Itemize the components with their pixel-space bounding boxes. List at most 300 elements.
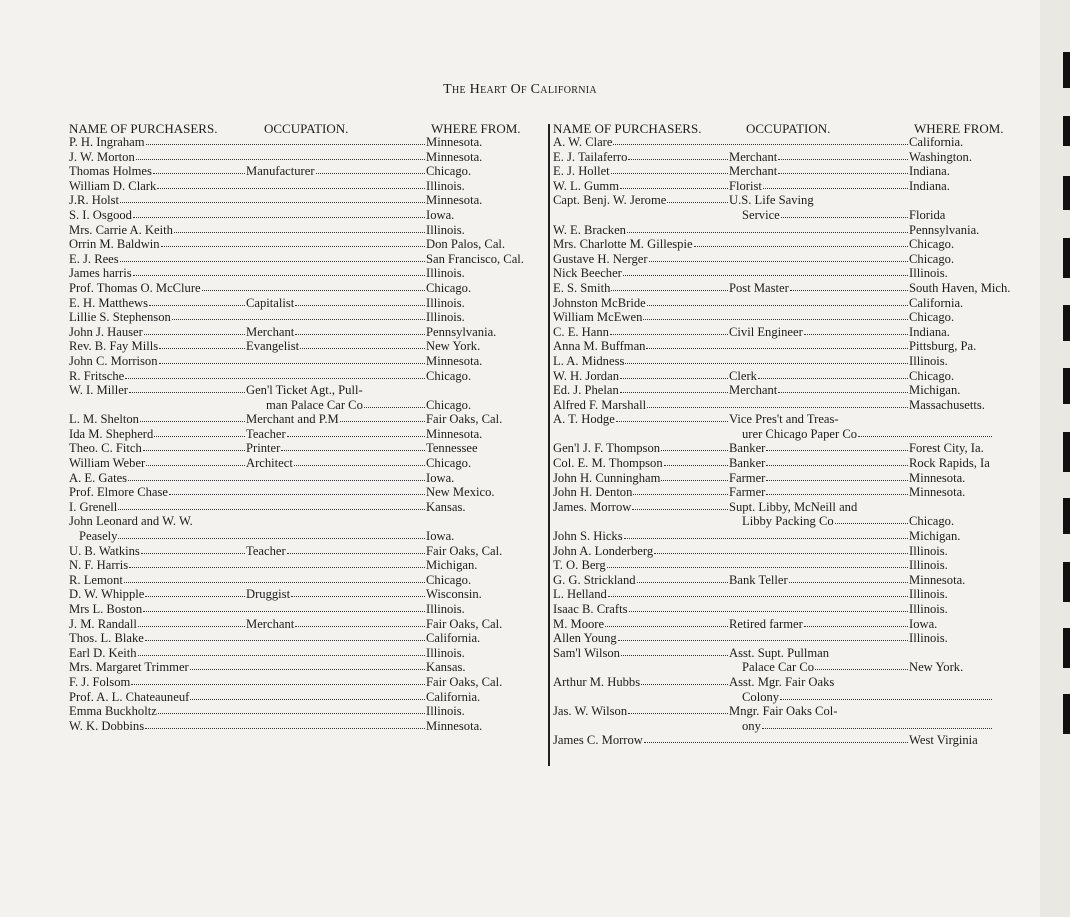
dot-leader [294, 465, 425, 466]
occupation: Palace Car Co [742, 660, 815, 675]
dot-leader [643, 319, 908, 320]
origin: Don Palos, Cal. [426, 237, 506, 252]
occupation: Architect [246, 456, 293, 471]
origin: Chicago. [426, 368, 472, 383]
edge-tab [1063, 628, 1070, 668]
occupation: Clerk [729, 368, 757, 383]
origin: Chicago. [909, 368, 955, 383]
purchaser-name: John H. Denton [553, 485, 633, 500]
dot-leader [632, 509, 728, 510]
purchaser-name: Orrin M. Baldwin [69, 237, 160, 252]
origin: Fair Oaks, Cal. [426, 674, 503, 689]
dot-leader [835, 523, 908, 524]
purchaser-name: L. A. Midness [553, 353, 625, 368]
origin: Minnesota. [426, 135, 483, 149]
dot-leader [637, 582, 728, 583]
origin: Chicago. [426, 164, 472, 179]
origin: Pennsylvania. [426, 324, 497, 339]
purchaser-name: U. B. Watkins [69, 543, 140, 558]
purchaser-name: Theo. C. Fitch [69, 441, 142, 456]
purchaser-name: Earl D. Keith [69, 645, 137, 660]
dot-leader [125, 378, 425, 379]
dot-leader [190, 669, 425, 670]
occupation: Bank Teller [729, 572, 788, 587]
purchaser-name: E. J. Rees [69, 251, 119, 266]
purchaser-name: Thomas Holmes [69, 164, 152, 179]
purchaser-name: A. W. Clare [553, 135, 613, 149]
purchaser-name: Johnston McBride [553, 295, 646, 310]
purchaser-name: F. J. Folsom [69, 674, 131, 689]
dot-leader [649, 261, 908, 262]
dot-leader [169, 494, 425, 495]
occupation: Merchant and P.M [246, 412, 339, 427]
origin: Chicago. [909, 251, 955, 266]
purchaser-name: John C. Morrison [69, 353, 158, 368]
origin: Kansas. [426, 499, 466, 514]
occupation: Post Master [729, 280, 789, 295]
occupation: Florist [729, 178, 762, 193]
occupation: Banker [729, 441, 766, 456]
page-edge [1040, 0, 1070, 917]
origin: Illinois. [909, 602, 948, 616]
dot-leader [778, 173, 908, 174]
purchaser-name: E. J. Tailaferro [553, 149, 628, 164]
dot-leader [611, 173, 728, 174]
occupation: Civil Engineer [729, 324, 803, 339]
purchaser-name: James C. Morrow [553, 733, 643, 748]
dot-leader [608, 596, 908, 597]
purchaser-name: Thos. L. Blake [69, 631, 144, 646]
dot-leader [611, 290, 728, 291]
purchaser-name: J. M. Randall [69, 616, 137, 631]
origin: Pennsylvania. [909, 222, 980, 237]
origin: Rock Rapids, Ia [909, 456, 990, 471]
occupation: Service [742, 207, 780, 222]
origin: New York. [909, 660, 964, 675]
occupation: Druggist [246, 587, 291, 602]
purchaser-name: L. Helland [553, 587, 607, 602]
edge-tab [1063, 52, 1070, 88]
origin: Florida [909, 207, 946, 222]
origin: Illinois. [426, 295, 465, 310]
dot-leader [316, 173, 425, 174]
dot-leader [154, 436, 245, 437]
occupation: Mngr. Fair Oaks Col- [729, 704, 838, 719]
dot-leader [124, 582, 425, 583]
dot-leader [667, 202, 728, 203]
occupation: U.S. Life Saving [729, 193, 814, 208]
dot-leader [620, 392, 728, 393]
origin: Illinois. [426, 310, 465, 325]
edge-tab [1063, 305, 1070, 341]
origin: Iowa. [426, 470, 455, 485]
dot-leader [766, 465, 908, 466]
origin: Minnesota. [426, 718, 483, 733]
occupation: Colony [742, 689, 780, 704]
dot-leader [364, 407, 425, 408]
purchaser-name: Mrs. Charlotte M. Gillespie [553, 237, 693, 252]
dot-leader [664, 465, 728, 466]
dot-leader [129, 567, 425, 568]
origin: Illinois. [426, 704, 465, 719]
occupation: Supt. Libby, McNeill and [729, 499, 858, 514]
purchaser-name: Peasely [79, 529, 118, 544]
dot-leader [144, 334, 245, 335]
occupation: Gen'l Ticket Agt., Pull- [246, 383, 363, 398]
dot-leader [300, 348, 425, 349]
dot-leader [133, 275, 425, 276]
dot-leader [620, 188, 728, 189]
dot-leader [287, 553, 425, 554]
purchaser-name: Arthur M. Hubbs [553, 674, 641, 689]
purchaser-name: Emma Buckholtz [69, 704, 157, 719]
dot-leader [647, 305, 908, 306]
purchaser-name: Prof. Elmore Chase [69, 485, 168, 500]
origin: Chicago. [426, 280, 472, 295]
origin: Washington. [909, 149, 972, 164]
dot-leader [141, 553, 245, 554]
origin: Illinois. [426, 222, 465, 237]
origin: Fair Oaks, Cal. [426, 616, 503, 631]
origin: Kansas. [426, 660, 466, 675]
purchaser-name: John A. Londerberg [553, 543, 654, 558]
purchaser-name: W. H. Jordan [553, 368, 619, 383]
dot-leader [145, 640, 425, 641]
dot-leader [694, 246, 908, 247]
purchaser-name: E. J. Hollet [553, 164, 610, 179]
dot-leader [633, 494, 728, 495]
origin: Indiana. [909, 164, 950, 179]
origin: Iowa. [909, 616, 938, 631]
origin: Michigan. [426, 558, 478, 573]
origin: Indiana. [909, 178, 950, 193]
dot-leader [281, 450, 425, 451]
dot-leader [145, 728, 425, 729]
origin: Minnesota. [909, 485, 966, 500]
dot-leader [616, 421, 728, 422]
dot-leader [766, 450, 908, 451]
purchaser-name: John H. Cunningham [553, 470, 661, 485]
occupation: Retired farmer [729, 616, 803, 631]
occupation: Asst. Supt. Pullman [729, 645, 830, 660]
purchaser-name: M. Moore [553, 616, 605, 631]
origin: Fair Oaks, Cal. [426, 412, 503, 427]
dot-leader [647, 407, 908, 408]
purchaser-name: T. O. Berg [553, 558, 606, 573]
origin: Illinois. [909, 353, 948, 368]
origin: Chicago. [909, 237, 955, 252]
origin: Illinois. [909, 631, 948, 646]
origin: Wisconsin. [426, 587, 482, 602]
header-occupation: OCCUPATION. [746, 121, 831, 136]
origin: San Francisco, Cal. [426, 251, 524, 266]
origin: Illinois. [909, 587, 948, 602]
purchaser-name: E. S. Smith [553, 280, 611, 295]
purchaser-name: Rev. B. Fay Mills [69, 339, 159, 354]
origin: Chicago. [909, 514, 955, 529]
purchaser-name: Lillie S. Stephenson [69, 310, 171, 325]
dot-leader [295, 334, 425, 335]
occupation: Merchant [246, 616, 295, 631]
title-text: The Heart Of California [443, 82, 597, 97]
dot-leader [661, 480, 728, 481]
dot-leader [146, 465, 245, 466]
dot-leader [778, 159, 908, 160]
edge-tab [1063, 176, 1070, 210]
header-from: WHERE FROM. [914, 121, 1004, 136]
edge-tab [1063, 498, 1070, 534]
edge-tab [1063, 238, 1070, 278]
dot-leader [654, 553, 908, 554]
origin: Indiana. [909, 324, 950, 339]
origin: Michigan. [909, 383, 961, 398]
origin: Minnesota. [426, 353, 483, 368]
origin: New York. [426, 339, 481, 354]
header-name: NAME OF PURCHASERS. [553, 121, 702, 136]
origin: New Mexico. [426, 485, 495, 500]
purchaser-name: L. M. Shelton [69, 412, 139, 427]
dot-leader [190, 699, 425, 700]
dot-leader [143, 611, 425, 612]
purchaser-name: C. E. Hann [553, 324, 609, 339]
purchaser-name: John J. Hauser [69, 324, 143, 339]
origin: West Virginia [909, 733, 978, 748]
column-divider [548, 124, 550, 766]
dot-leader [629, 611, 909, 612]
dot-leader [146, 144, 425, 145]
purchaser-name: A. E. Gates [69, 470, 128, 485]
occupation: Evangelist [246, 339, 300, 354]
origin: Illinois. [426, 178, 465, 193]
edge-tab [1063, 562, 1070, 602]
purchaser-name: Capt. Benj. W. Jerome [553, 193, 667, 208]
origin: Chicago. [426, 572, 472, 587]
dot-leader [158, 713, 425, 714]
origin: Illinois. [909, 558, 948, 573]
purchaser-name: Ida M. Shepherd [69, 426, 154, 441]
origin: Iowa. [426, 207, 455, 222]
origin: Minnesota. [909, 572, 966, 587]
dot-leader [628, 159, 728, 160]
origin: Illinois. [426, 645, 465, 660]
origin: Pittsburg, Pa. [909, 339, 977, 354]
occupation: Merchant [246, 324, 295, 339]
purchaser-name: Col. E. M. Thompson [553, 456, 663, 471]
occupation: urer Chicago Paper Co [742, 426, 858, 441]
dot-leader [161, 246, 425, 247]
dot-leader [145, 596, 245, 597]
origin: Chicago. [909, 310, 955, 325]
dot-leader [118, 538, 425, 539]
origin: Illinois. [909, 543, 948, 558]
dot-leader [610, 334, 728, 335]
dot-leader [778, 392, 908, 393]
dot-leader [174, 232, 425, 233]
header-occupation: OCCUPATION. [264, 121, 349, 136]
purchaser-name: Gustave H. Nerger [553, 251, 648, 266]
purchaser-name: A. T. Hodge [553, 412, 615, 427]
origin: Chicago. [426, 397, 472, 412]
dot-leader [790, 290, 908, 291]
occupation: Libby Packing Co [742, 514, 834, 529]
purchaser-name: Prof. Thomas O. McClure [69, 280, 201, 295]
dot-leader [628, 713, 728, 714]
origin: South Haven, Mich. [909, 280, 1011, 295]
edge-tab [1063, 432, 1070, 472]
dot-leader [120, 261, 425, 262]
purchaser-name: William D. Clark [69, 178, 157, 193]
purchaser-name: Mrs. Carrie A. Keith [69, 222, 173, 237]
dot-leader [340, 421, 425, 422]
dot-leader [605, 626, 728, 627]
edge-tab [1063, 116, 1070, 146]
origin: Minnesota. [909, 470, 966, 485]
origin: California. [426, 689, 481, 704]
origin: Minnesota. [426, 193, 483, 208]
dot-leader [128, 480, 425, 481]
origin: Michigan. [909, 529, 961, 544]
dot-leader [295, 626, 425, 627]
dot-leader [287, 436, 425, 437]
origin: Forest City, Ia. [909, 441, 984, 456]
dot-leader [136, 159, 425, 160]
occupation: Teacher [246, 426, 286, 441]
purchaser-name: James. Morrow [553, 499, 632, 514]
occupation: Banker [729, 456, 766, 471]
dot-leader [129, 392, 245, 393]
dot-leader [138, 655, 426, 656]
dot-leader [624, 538, 908, 539]
origin: Minnesota. [426, 149, 483, 164]
occupation: Capitalist [246, 295, 295, 310]
purchaser-name: Mrs. Margaret Trimmer [69, 660, 189, 675]
origin: California. [909, 135, 964, 149]
purchaser-name: R. Fritsche [69, 368, 125, 383]
purchaser-name: Mrs L. Boston [69, 602, 143, 616]
purchaser-name: G. G. Strickland [553, 572, 636, 587]
purchaser-name: William Weber [69, 456, 146, 471]
dot-leader [621, 655, 728, 656]
dot-leader [291, 596, 425, 597]
occupation: Farmer [729, 485, 766, 500]
purchaser-name: Anna M. Buffman [553, 339, 646, 354]
dot-leader [202, 290, 425, 291]
edge-tab [1063, 694, 1070, 734]
origin: Tennessee [426, 441, 478, 456]
purchaser-name: Isaac B. Crafts [553, 602, 628, 616]
purchaser-name: J. W. Morton [69, 149, 135, 164]
dot-leader [625, 363, 908, 364]
dot-leader [766, 480, 908, 481]
dot-leader [780, 699, 992, 700]
purchaser-name: W. I. Miller [69, 383, 128, 398]
origin: California. [426, 631, 481, 646]
purchaser-name: Prof. A. L. Chateauneuf [69, 689, 190, 704]
purchaser-name: John S. Hicks [553, 529, 623, 544]
occupation: Farmer [729, 470, 766, 485]
origin: Massachusetts. [909, 397, 985, 412]
origin: Fair Oaks, Cal. [426, 543, 503, 558]
dot-leader [804, 334, 908, 335]
purchaser-name: R. Lemont [69, 572, 123, 587]
origin: California. [909, 295, 964, 310]
purchaser-name: P. H. Ingraham [69, 135, 145, 149]
dot-leader [607, 567, 908, 568]
purchaser-name: Allen Young [553, 631, 617, 646]
dot-leader [140, 421, 245, 422]
origin: Iowa. [426, 529, 455, 544]
page-title [0, 82, 1040, 98]
purchaser-name: Nick Beecher [553, 266, 622, 281]
occupation: Asst. Mgr. Fair Oaks [729, 674, 835, 689]
purchaser-name: W. L. Gumm [553, 178, 619, 193]
origin: Illinois. [426, 266, 465, 281]
dot-leader [815, 669, 908, 670]
purchaser-name: William McEwen [553, 310, 643, 325]
purchaser-name: James harris [69, 266, 132, 281]
purchaser-name: John Leonard and W. W. [69, 514, 193, 529]
dot-leader [781, 217, 908, 218]
header-name: NAME OF PURCHASERS. [69, 121, 218, 136]
dot-leader [118, 509, 425, 510]
dot-leader [762, 728, 992, 729]
occupation: Printer [246, 441, 281, 456]
dot-leader [858, 436, 992, 437]
origin: Illinois. [909, 266, 948, 281]
purchaser-name: W. E. Bracken [553, 222, 626, 237]
purchaser-name: N. F. Harris [69, 558, 129, 573]
dot-leader [120, 202, 425, 203]
purchaser-name: Gen'l J. F. Thompson [553, 441, 661, 456]
purchaser-name: Sam'l Wilson [553, 645, 620, 660]
dot-leader [138, 626, 245, 627]
dot-leader [641, 684, 728, 685]
dot-leader [620, 378, 728, 379]
dot-leader [172, 319, 425, 320]
occupation: ony [742, 718, 761, 733]
dot-leader [623, 275, 908, 276]
origin: Chicago. [426, 456, 472, 471]
dot-leader [661, 450, 728, 451]
purchaser-name: E. H. Matthews [69, 295, 149, 310]
dot-leader [644, 742, 908, 743]
dot-leader [789, 582, 908, 583]
dot-leader [143, 450, 245, 451]
purchaser-name: D. W. Whipple [69, 587, 145, 602]
purchaser-name: S. I. Osgood [69, 207, 132, 222]
purchaser-name: Ed. J. Phelan [553, 383, 619, 398]
dot-leader [766, 494, 908, 495]
occupation: man Palace Car Co [266, 397, 363, 412]
occupation: Teacher [246, 543, 286, 558]
occupation: Merchant [729, 164, 778, 179]
occupation: Merchant [729, 383, 778, 398]
dot-leader [133, 217, 425, 218]
dot-leader [613, 144, 908, 145]
header-from: WHERE FROM. [431, 121, 521, 136]
origin: Illinois. [426, 602, 465, 616]
occupation: Vice Pres't and Treas- [729, 412, 839, 427]
dot-leader [131, 684, 425, 685]
origin: Minnesota. [426, 426, 483, 441]
dot-leader [627, 232, 908, 233]
dot-leader [804, 626, 908, 627]
dot-leader [758, 378, 908, 379]
purchaser-name: W. K. Dobbins [69, 718, 145, 733]
dot-leader [763, 188, 908, 189]
dot-leader [153, 173, 245, 174]
dot-leader [149, 305, 245, 306]
